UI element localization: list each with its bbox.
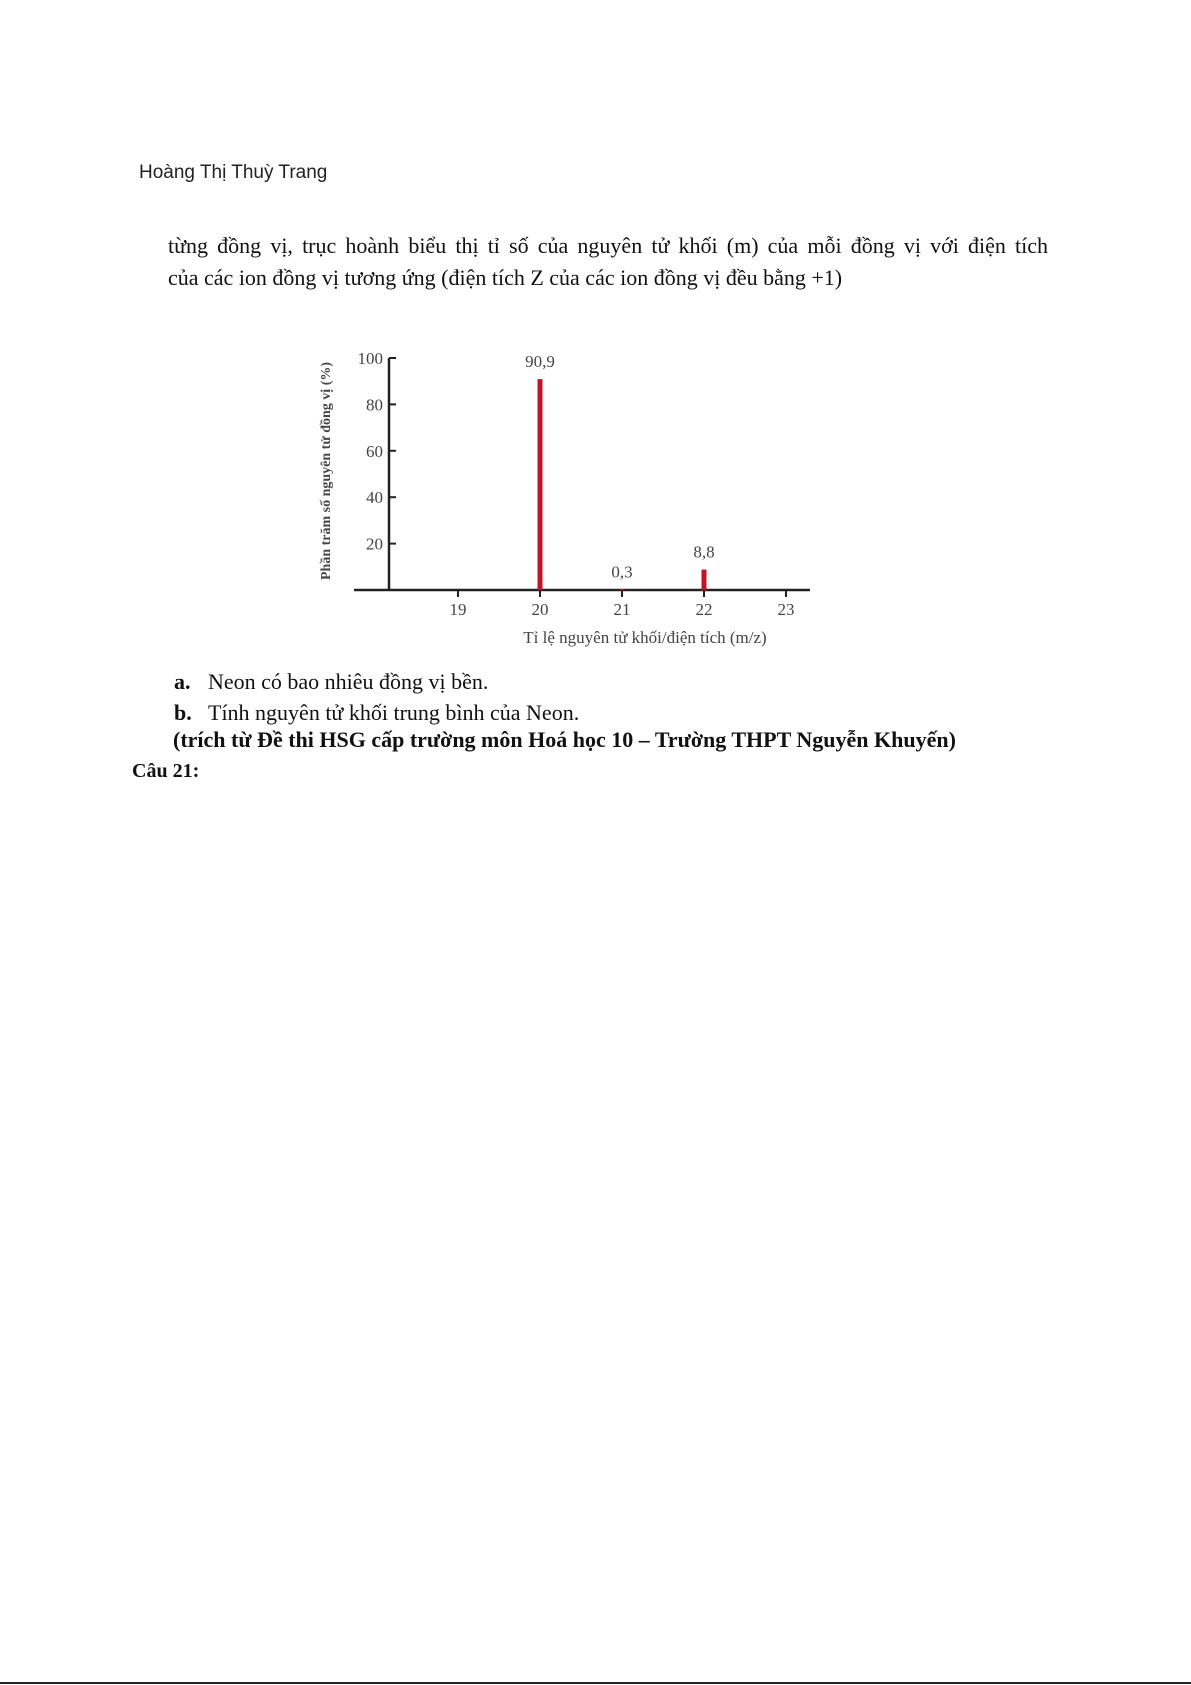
x-tick-label: 20 — [531, 600, 549, 619]
x-tick-label: 19 — [449, 600, 467, 619]
paragraph-line-2: của các ion đồng vị tương ứng (điện tích Z của các ion đồng vị đều bằng +1) — [168, 265, 843, 290]
question-heading: Câu 21: — [132, 760, 200, 782]
bar-value-label: 8,8 — [693, 542, 715, 562]
y-tick-label: 100 — [357, 349, 383, 368]
bar-mz-22 — [702, 570, 707, 590]
source-citation: (trích từ Đề thi HSG cấp trường môn Hoá học 10 – Trường THPT Nguyễn Khuyến) — [173, 727, 956, 752]
x-tick-label: 22 — [695, 600, 713, 619]
y-tick-label: 60 — [366, 441, 383, 461]
bar-mz-20 — [538, 379, 543, 590]
x-axis-label: Tỉ lệ nguyên tử khối/điện tích (m/z) — [523, 628, 767, 647]
x-tick-label: 23 — [777, 600, 795, 619]
x-tick-label: 21 — [613, 600, 631, 619]
y-tick-label: 20 — [366, 534, 383, 554]
bar-value-label: 90,9 — [525, 352, 555, 372]
y-axis-label: Phần trăm số nguyên tử đồng vị (%) — [319, 361, 334, 581]
paragraph-line-1: từng đồng vị, trục hoành biểu thị tỉ số của nguyên tử khối (m) của mỗi đồng vị với điện tích — [168, 233, 1048, 258]
list-item — [174, 666, 579, 697]
item-marker: b. — [174, 700, 192, 725]
isotope-chart — [300, 308, 820, 653]
header-author: Hoàng Thị Thuỳ Trang — [139, 162, 328, 183]
bar-value-label: 0,3 — [611, 562, 633, 582]
bar-mz-21 — [620, 589, 625, 590]
list-item — [174, 697, 579, 728]
item-text: Tính nguyên tử khối trung bình của Neon. — [208, 700, 580, 725]
item-marker: a. — [174, 669, 191, 694]
isotope-chart-svg — [300, 308, 820, 653]
y-tick-label: 40 — [366, 488, 383, 508]
question-items — [174, 666, 579, 728]
footer-divider — [0, 1682, 1191, 1684]
item-text: Neon có bao nhiêu đồng vị bền. — [208, 669, 489, 694]
y-tick-label: 80 — [366, 395, 383, 415]
body-paragraph — [168, 230, 1048, 294]
